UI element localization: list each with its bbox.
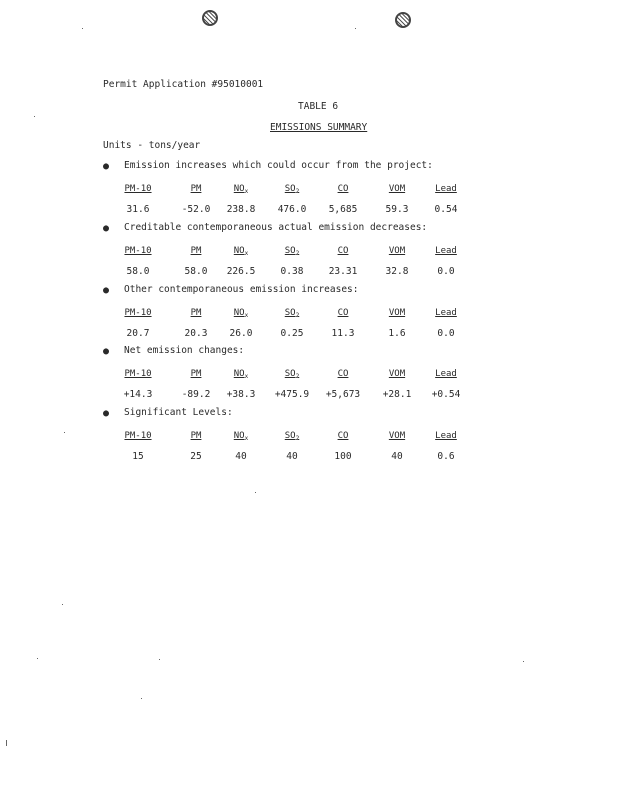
column-header: PM-10 bbox=[124, 308, 152, 318]
speck bbox=[64, 432, 65, 433]
bullet-icon: ● bbox=[103, 285, 110, 296]
seal-icon-right bbox=[395, 12, 411, 28]
column-header: PM-10 bbox=[124, 246, 152, 256]
emission-value: 20.7 bbox=[126, 328, 150, 339]
emission-value: 25 bbox=[190, 451, 202, 462]
column-header: $NO_x$ bbox=[233, 369, 249, 380]
column-header: Lead bbox=[435, 431, 457, 441]
speck bbox=[34, 116, 35, 117]
speck bbox=[141, 698, 142, 699]
column-header: PM bbox=[190, 184, 202, 194]
column-header: $SO_2$ bbox=[284, 308, 300, 319]
column-header: PM bbox=[190, 246, 202, 256]
emission-value: 40 bbox=[286, 451, 298, 462]
table-title: EMISSIONS SUMMARY bbox=[270, 122, 368, 133]
column-header: CO bbox=[337, 431, 349, 441]
bullet-icon: ● bbox=[103, 161, 110, 172]
emission-value: +5,673 bbox=[325, 389, 361, 400]
emission-value: 0.0 bbox=[437, 328, 455, 339]
emission-value: 32.8 bbox=[385, 266, 409, 277]
emission-value: -52.0 bbox=[181, 204, 211, 215]
units-line: Units - tons/year bbox=[103, 140, 201, 151]
emission-value: 40 bbox=[391, 451, 403, 462]
emission-value: 1.6 bbox=[388, 328, 406, 339]
emission-value: 0.54 bbox=[434, 204, 458, 215]
column-header: Lead bbox=[435, 369, 457, 379]
emission-value: +475.9 bbox=[274, 389, 310, 400]
column-header: VOM bbox=[388, 246, 406, 256]
speck bbox=[82, 28, 83, 29]
emission-value: 26.0 bbox=[229, 328, 253, 339]
column-header: PM bbox=[190, 369, 202, 379]
speck bbox=[523, 661, 524, 662]
emission-value: 59.3 bbox=[385, 204, 409, 215]
bullet-icon: ● bbox=[103, 346, 110, 357]
speck bbox=[355, 28, 356, 29]
column-header: $NO_x$ bbox=[233, 246, 249, 257]
bullet-icon: ● bbox=[103, 223, 110, 234]
emission-value: 31.6 bbox=[126, 204, 150, 215]
section-heading: Other contemporaneous emission increases: bbox=[124, 284, 359, 295]
table-label: TABLE 6 bbox=[298, 101, 339, 112]
column-header: $SO_2$ bbox=[284, 184, 300, 195]
column-header: $SO_2$ bbox=[284, 369, 300, 380]
column-header: Lead bbox=[435, 184, 457, 194]
emission-value: 0.6 bbox=[437, 451, 455, 462]
emission-value: 0.0 bbox=[437, 266, 455, 277]
bullet-icon: ● bbox=[103, 408, 110, 419]
emission-value: 0.38 bbox=[280, 266, 304, 277]
column-header: PM-10 bbox=[124, 184, 152, 194]
column-header: VOM bbox=[388, 184, 406, 194]
speck bbox=[37, 658, 38, 659]
column-header: $NO_x$ bbox=[233, 308, 249, 319]
emission-value: +28.1 bbox=[382, 389, 412, 400]
column-header: Lead bbox=[435, 308, 457, 318]
speck bbox=[6, 740, 7, 746]
emission-value: 58.0 bbox=[126, 266, 150, 277]
emission-value: 238.8 bbox=[226, 204, 256, 215]
column-header: CO bbox=[337, 369, 349, 379]
column-header: $NO_x$ bbox=[233, 431, 249, 442]
column-header: VOM bbox=[388, 369, 406, 379]
section-heading: Significant Levels: bbox=[124, 407, 233, 418]
emission-value: +0.54 bbox=[431, 389, 461, 400]
emission-value: +14.3 bbox=[123, 389, 153, 400]
column-header: CO bbox=[337, 246, 349, 256]
column-header: VOM bbox=[388, 431, 406, 441]
column-header: VOM bbox=[388, 308, 406, 318]
emission-value: 20.3 bbox=[184, 328, 208, 339]
column-header: $NO_x$ bbox=[233, 184, 249, 195]
column-header: CO bbox=[337, 184, 349, 194]
emission-value: 476.0 bbox=[277, 204, 307, 215]
column-header: $SO_2$ bbox=[284, 431, 300, 442]
emission-value: 11.3 bbox=[331, 328, 355, 339]
section-heading: Net emission changes: bbox=[124, 345, 245, 356]
emission-value: +38.3 bbox=[226, 389, 256, 400]
emission-value: 58.0 bbox=[184, 266, 208, 277]
emission-value: 23.31 bbox=[328, 266, 358, 277]
permit-application-line: Permit Application #95010001 bbox=[103, 79, 264, 90]
column-header: PM-10 bbox=[124, 369, 152, 379]
emission-value: 5,685 bbox=[328, 204, 358, 215]
speck bbox=[255, 492, 256, 493]
emission-value: 226.5 bbox=[226, 266, 256, 277]
column-header: CO bbox=[337, 308, 349, 318]
emission-value: 40 bbox=[235, 451, 247, 462]
speck bbox=[62, 604, 63, 605]
column-header: $SO_2$ bbox=[284, 246, 300, 257]
column-header: Lead bbox=[435, 246, 457, 256]
emission-value: -89.2 bbox=[181, 389, 211, 400]
speck bbox=[159, 659, 160, 660]
column-header: PM-10 bbox=[124, 431, 152, 441]
column-header: PM bbox=[190, 431, 202, 441]
emission-value: 15 bbox=[132, 451, 144, 462]
seal-icon-left bbox=[202, 10, 218, 26]
emission-value: 100 bbox=[334, 451, 352, 462]
column-header: PM bbox=[190, 308, 202, 318]
section-heading: Creditable contemporaneous actual emission decreases: bbox=[124, 222, 428, 233]
section-heading: Emission increases which could occur from the project: bbox=[124, 160, 433, 171]
emission-value: 0.25 bbox=[280, 328, 304, 339]
